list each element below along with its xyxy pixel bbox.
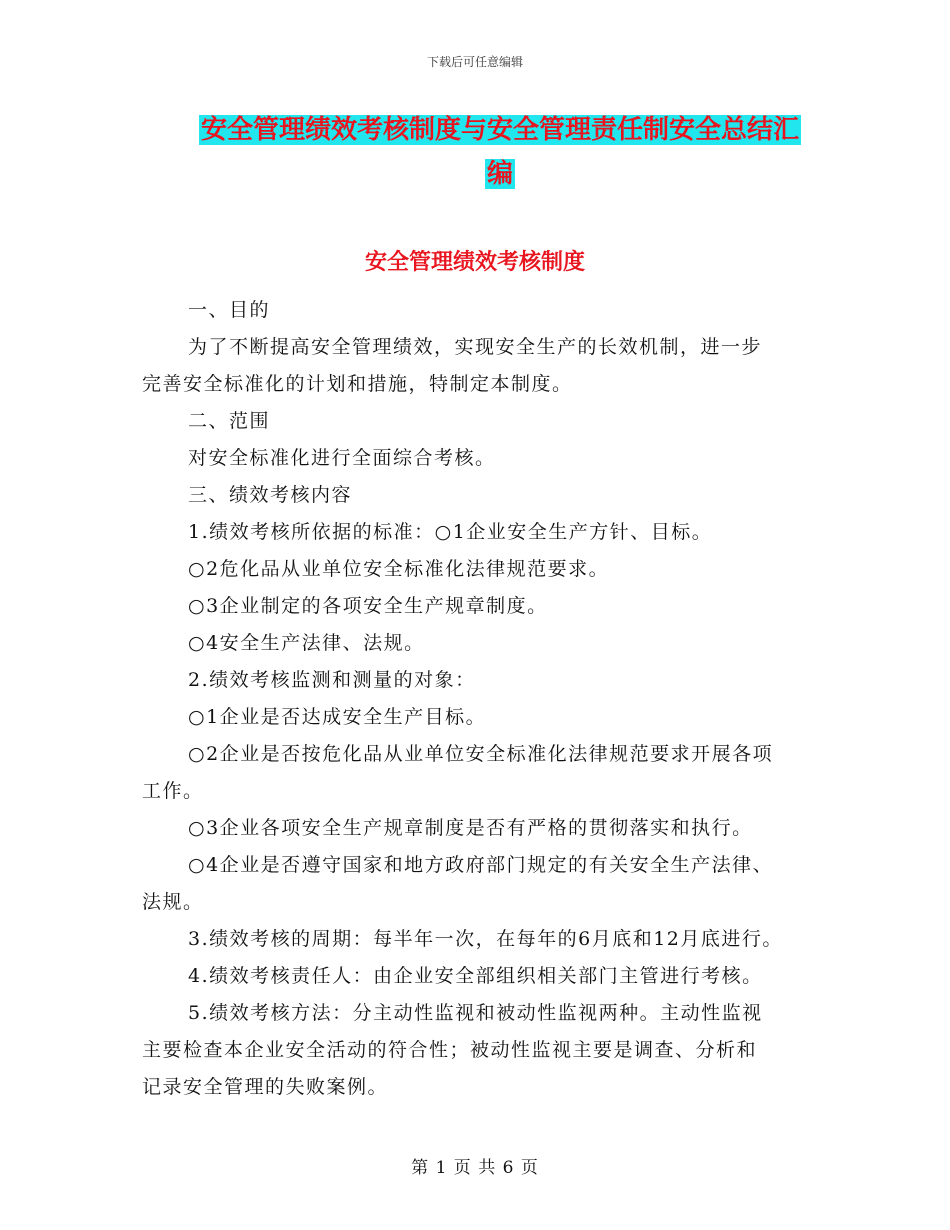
page-number: 第 1 页 共 6 页: [411, 1158, 539, 1178]
paragraph-line: ○1企业是否达成安全生产目标。: [188, 706, 487, 728]
section-title: 安全管理绩效考核制度: [364, 250, 585, 275]
paragraph-line: 主要检查本企业安全活动的符合性；被动性监视主要是调查、分析和: [142, 1039, 758, 1061]
paragraph-line: ○4企业是否遵守国家和地方政府部门规定的有关安全生产法律、: [188, 854, 774, 876]
paragraph-line: 对安全标准化进行全面综合考核。: [188, 447, 496, 469]
paragraph-line: ○4安全生产法律、法规。: [188, 632, 425, 654]
header-note: 下载后可任意编辑: [426, 55, 523, 69]
paragraph-line: ○3企业制定的各项安全生产规章制度。: [188, 595, 548, 617]
paragraph-line: 一、目的: [188, 299, 271, 321]
document-title: [180, 108, 820, 196]
paragraph-line: 为了不断提高安全管理绩效，实现安全生产的长效机制，进一步: [188, 336, 763, 358]
paragraph-line: 5.绩效考核方法：分主动性监视和被动性监视两种。主动性监视: [188, 1002, 763, 1024]
paragraph-line: 记录安全管理的失败案例。: [142, 1076, 389, 1098]
paragraph-line: 2.绩效考核监测和测量的对象：: [188, 669, 476, 691]
paragraph-line: 4.绩效考核责任人：由企业安全部组织相关部门主管进行考核。: [188, 965, 763, 987]
paragraph-line: ○3企业各项安全生产规章制度是否有严格的贯彻落实和执行。: [188, 817, 753, 839]
paragraph-line: ○2企业是否按危化品从业单位安全标准化法律规范要求开展各项: [188, 743, 774, 765]
paragraph-line: 1.绩效考核所依据的标准：○1企业安全生产方针、目标。: [188, 521, 713, 543]
document-title-line-1: 安全管理绩效考核制度与安全管理责任制安全总结汇: [200, 115, 799, 145]
paragraph-line: 法规。: [142, 891, 204, 913]
paragraph-line: 工作。: [142, 780, 204, 802]
paragraph-line: 3.绩效考核的周期：每半年一次，在每年的6月底和12月底进行。: [188, 928, 783, 950]
paragraph-line: 完善安全标准化的计划和措施，特制定本制度。: [142, 373, 573, 395]
paragraph-line: 三、绩效考核内容: [188, 484, 353, 506]
document-title-line-2: 编: [486, 159, 513, 189]
document-body: [142, 292, 818, 1106]
paragraph-line: 二、范围: [188, 410, 271, 432]
paragraph-line: ○2危化品从业单位安全标准化法律规范要求。: [188, 558, 610, 580]
